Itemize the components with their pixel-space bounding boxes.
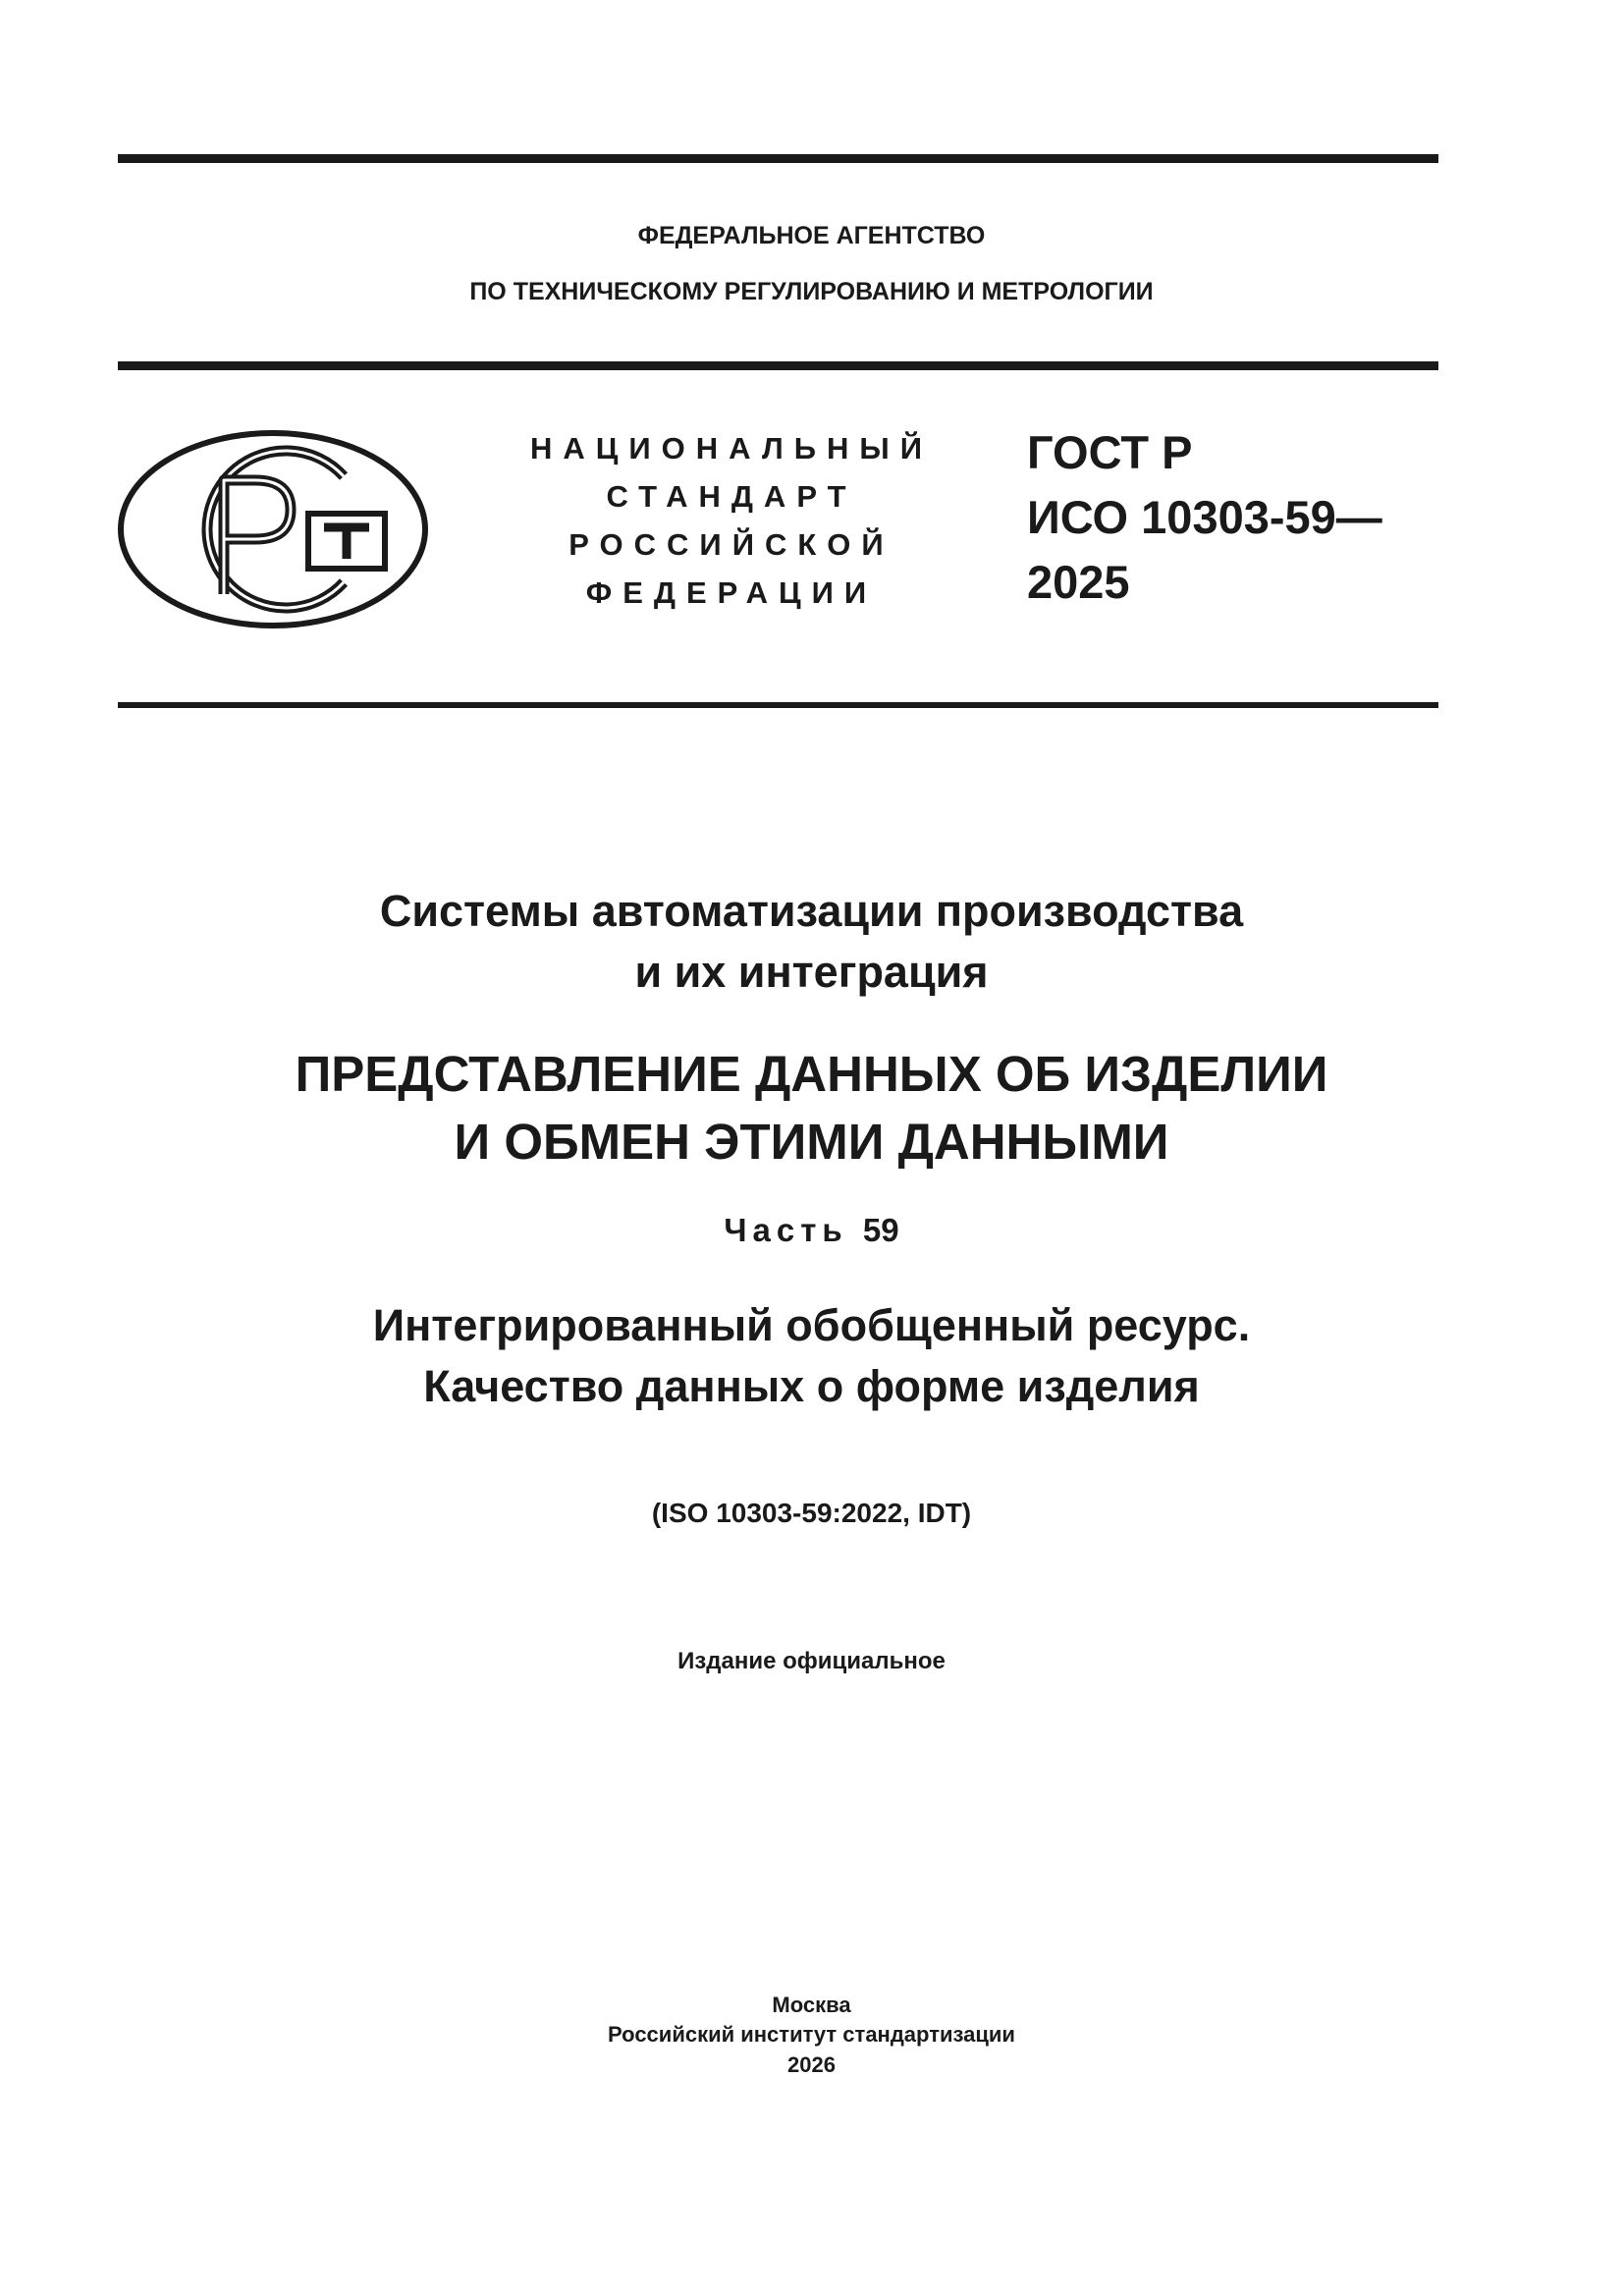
agency-line-2: ПО ТЕХНИЧЕСКОМУ РЕГУЛИРОВАНИЮ И МЕТРОЛОГИИ xyxy=(469,278,1154,305)
designation-line-3: 2025 xyxy=(1027,556,1130,608)
footer-city: Москва xyxy=(772,1993,851,2017)
series-title-line-1: Системы автоматизации производства xyxy=(379,886,1244,936)
main-title-line-2: И ОБМЕН ЭТИМИ ДАННЫМИ xyxy=(454,1114,1169,1170)
agency-line-1: ФЕДЕРАЛЬНОЕ АГЕНТСТВО xyxy=(637,222,986,249)
series-title-line-2: и их интеграция xyxy=(634,947,989,997)
part-label xyxy=(0,1211,1623,1250)
part-word: Часть xyxy=(724,1212,848,1248)
footer-publisher: Российский институт стандартизации xyxy=(608,2022,1015,2047)
top-rule xyxy=(118,154,1438,163)
national-line-1: НАЦИОНАЛЬНЫЙ xyxy=(529,431,934,465)
designation-line-2: ИСО 10303-59— xyxy=(1027,491,1382,543)
rst-certification-mark-icon xyxy=(116,429,430,630)
national-line-3: РОССИЙСКОЙ xyxy=(568,527,894,562)
designation-line-1: ГОСТ Р xyxy=(1027,426,1193,478)
footer-year: 2026 xyxy=(787,2052,836,2077)
part-number: 59 xyxy=(862,1212,899,1248)
agency-rule xyxy=(118,361,1438,370)
national-standard-label xyxy=(506,424,957,617)
subtitle-line-2: Качество данных о форме изделия xyxy=(423,1361,1200,1411)
national-line-4: ФЕДЕРАЦИИ xyxy=(585,575,878,610)
standard-designation xyxy=(1027,420,1382,615)
header-bottom-rule xyxy=(118,702,1438,708)
national-line-2: СТАНДАРТ xyxy=(606,479,857,514)
iso-reference: (ISO 10303-59:2022, IDT) xyxy=(651,1498,972,1528)
edition-label: Издание официальное xyxy=(677,1648,946,1674)
main-title-line-1: ПРЕДСТАВЛЕНИЕ ДАННЫХ ОБ ИЗДЕЛИИ xyxy=(295,1046,1328,1102)
subtitle-line-1: Интегрированный обобщенный ресурс. xyxy=(372,1300,1251,1350)
